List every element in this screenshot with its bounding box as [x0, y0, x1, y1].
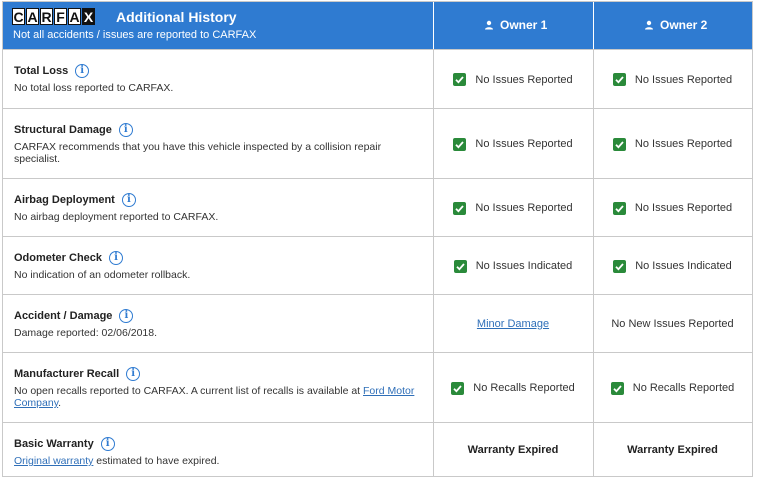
row-title: Airbag Deployment	[14, 194, 115, 206]
owner-2-status	[593, 237, 752, 295]
logo-letter: F	[54, 8, 67, 25]
row-title: Basic Warranty	[14, 438, 94, 450]
row-description: No airbag deployment reported to CARFAX.	[14, 211, 219, 223]
owner-1-status	[433, 423, 593, 477]
status-text: No New Issues Reported	[611, 318, 734, 330]
check-icon	[453, 202, 466, 215]
row-title: Total Loss	[14, 65, 69, 77]
status-text: No Issues Reported	[475, 202, 573, 214]
row-description	[14, 455, 424, 467]
row-label	[14, 367, 424, 409]
status-text: Warranty Expired	[627, 444, 718, 456]
desc-text: .	[58, 397, 62, 409]
row-description: Damage reported: 02/06/2018.	[14, 327, 158, 339]
logo-letter: A	[27, 9, 38, 25]
table-row-total-loss	[3, 49, 752, 108]
owner-1-status	[433, 237, 593, 295]
owner-1-label-wrap	[484, 18, 547, 32]
status-text: No Recalls Reported	[473, 382, 575, 394]
table-row-airbag-deployment	[3, 178, 752, 236]
additional-history-table	[2, 1, 753, 477]
check-icon	[613, 260, 626, 273]
owner-1-status	[433, 109, 593, 179]
check-icon	[613, 202, 626, 215]
status-text: No Issues Reported	[634, 73, 733, 86]
row-title-wrap	[14, 437, 424, 451]
row-label	[14, 309, 424, 339]
minor-damage-link[interactable]: Minor Damage	[476, 318, 550, 330]
check-icon	[611, 382, 624, 395]
owner-2-status	[593, 353, 752, 423]
logo-letter: R	[41, 9, 52, 25]
owner-1-status	[433, 295, 593, 353]
table-header	[3, 2, 752, 49]
row-label	[14, 437, 424, 467]
check-icon	[613, 73, 626, 86]
row-title: Accident / Damage	[14, 310, 113, 322]
row-title-wrap	[14, 123, 394, 137]
info-icon[interactable]: i	[119, 309, 133, 323]
status-text: No Issues Reported	[475, 73, 573, 86]
owner-1-header	[433, 2, 593, 49]
row-description: No total loss reported to CARFAX.	[14, 82, 174, 94]
info-icon[interactable]: i	[119, 123, 133, 137]
row-label	[14, 251, 424, 281]
status-text: No Issues Reported	[475, 138, 573, 150]
table-row-basic-warranty	[3, 422, 752, 476]
owner-1-status	[433, 179, 593, 237]
table-row-manufacturer-recall	[3, 352, 752, 422]
status-text: No Issues Reported	[634, 202, 733, 214]
owner-1-status	[433, 50, 593, 109]
owner-1-label: Owner 1	[500, 18, 548, 32]
person-icon	[644, 20, 654, 30]
owner-2-label-wrap	[644, 18, 707, 32]
table-row-structural-damage	[3, 108, 752, 178]
row-title: Odometer Check	[14, 252, 103, 264]
carfax-logo	[12, 8, 96, 27]
info-icon[interactable]: i	[109, 251, 123, 265]
original-warranty-link[interactable]: Original warranty	[14, 455, 94, 467]
owner-2-status	[593, 109, 752, 179]
row-description: CARFAX recommends that you have this vehicle inspected by a collision repair specialist.	[14, 141, 382, 165]
row-title-wrap	[14, 251, 424, 265]
status-text: No Issues Indicated	[475, 260, 573, 272]
row-title-wrap	[14, 309, 424, 323]
owner-2-status	[593, 50, 752, 109]
row-title: Manufacturer Recall	[14, 368, 120, 380]
logo-letter: C	[13, 9, 24, 25]
owner-1-status	[433, 353, 593, 423]
owner-2-status	[593, 423, 752, 477]
check-icon	[453, 138, 466, 151]
owner-2-status	[593, 179, 752, 237]
logo-letter: X	[83, 9, 94, 25]
desc-text: estimated to have expired.	[93, 455, 220, 467]
owner-2-header	[593, 2, 752, 49]
desc-text: No open recalls reported to CARFAX. A current list of recalls is available at	[14, 385, 363, 397]
owner-2-status	[593, 295, 752, 353]
row-title: Structural Damage	[14, 124, 112, 136]
table-row-accident-damage	[3, 294, 752, 352]
status-text: No Issues Indicated	[635, 260, 732, 272]
row-description	[14, 385, 424, 409]
person-icon	[484, 20, 494, 30]
row-title-wrap	[14, 193, 424, 207]
row-label	[14, 123, 394, 165]
section-title: Additional History	[116, 9, 237, 25]
row-title-wrap	[14, 64, 424, 78]
row-label	[14, 64, 424, 94]
logo-letter: A	[69, 9, 80, 25]
check-icon	[454, 260, 467, 273]
row-title-wrap	[14, 367, 424, 381]
section-subtitle: Not all accidents / issues are reported to CARFAX	[13, 29, 257, 41]
ford-motor-company-link[interactable]: Ford Motor Company	[14, 385, 415, 409]
info-icon[interactable]: i	[75, 64, 89, 78]
info-icon[interactable]: i	[122, 193, 136, 207]
check-icon	[451, 382, 464, 395]
check-icon	[613, 138, 626, 151]
info-icon[interactable]: i	[101, 437, 115, 451]
status-text: No Recalls Reported	[632, 382, 735, 394]
check-icon	[453, 73, 466, 86]
status-text: No Issues Reported	[634, 138, 733, 150]
row-label	[14, 193, 424, 223]
status-text: Warranty Expired	[467, 444, 559, 456]
info-icon[interactable]: i	[126, 367, 140, 381]
row-description: No indication of an odometer rollback.	[14, 269, 191, 281]
owner-2-label: Owner 2	[660, 18, 708, 32]
table-row-odometer-check	[3, 236, 752, 294]
